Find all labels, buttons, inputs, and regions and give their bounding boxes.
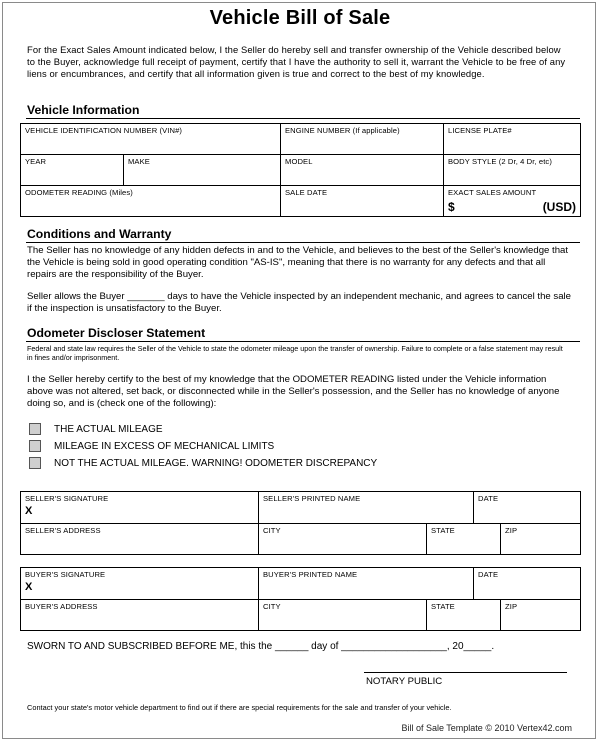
vin-field[interactable]: [21, 124, 281, 155]
section-divider: [26, 242, 580, 243]
seller-table: [20, 491, 581, 555]
dollar-sign: $: [448, 200, 455, 214]
checkbox[interactable]: [29, 440, 41, 452]
year-field[interactable]: [21, 155, 124, 186]
buyer-state-label: STATE: [431, 602, 455, 611]
intro-paragraph: For the Exact Sales Amount indicated below, I the Seller do hereby sell and transfer ownership of the Vehicle described below to the Buyer, acknowledge full receipt of payment, certify that I have the authority to sell it, warrant the Vehicle to be free of any liens or encumbrances, and certify that all information given is true and correct to the best of my knowledge.: [27, 44, 566, 80]
signature-x: X: [25, 581, 33, 593]
buyer-printed-name-label: BUYER'S PRINTED NAME: [263, 570, 358, 579]
conditions-paragraph: The Seller has no knowledge of any hidden defects in and to the Vehicle, and believes to the best of the Seller's knowledge that the Vehicle is being sold in good operating condition "AS-IS", meaning that there is no warranty for any defects and that all repairs are the responsibility of the Buyer.: [27, 245, 569, 281]
seller-printed-name-field[interactable]: [259, 492, 474, 524]
usd-label: (USD): [542, 200, 577, 214]
conditions-heading: Conditions and Warranty: [27, 227, 172, 241]
buyer-state-field[interactable]: [427, 600, 501, 631]
buyer-signature-field[interactable]: [21, 568, 259, 600]
buyer-zip-label: ZIP: [505, 602, 518, 611]
engine-number-field[interactable]: [281, 124, 444, 155]
footer-note: Contact your state's motor vehicle department to find out if there are special requirements for the sale and transfer of your vehicle.: [27, 703, 452, 712]
template-credit: Bill of Sale Template © 2010 Vertex42.com: [401, 723, 572, 733]
option-not-actual-mileage[interactable]: [29, 456, 377, 470]
seller-state-field[interactable]: [427, 524, 501, 555]
sales-amount-label: EXACT SALES AMOUNT: [448, 188, 537, 197]
seller-city-field[interactable]: [259, 524, 427, 555]
seller-address-label: SELLER'S ADDRESS: [25, 526, 101, 535]
sale-date-field[interactable]: [281, 186, 444, 217]
seller-zip-field[interactable]: [501, 524, 581, 555]
seller-city-label: CITY: [263, 526, 281, 535]
section-divider: [26, 341, 580, 342]
inspection-paragraph: Seller allows the Buyer _______ days to have the Vehicle inspected by an independent mechanic, and agrees to cancel the sale if the inspection is unsatisfactory to the Buyer.: [27, 291, 572, 315]
option-label: THE ACTUAL MILEAGE: [54, 423, 163, 435]
notary-signature-line[interactable]: [364, 672, 567, 673]
section-divider: [26, 118, 580, 119]
seller-zip-label: ZIP: [505, 526, 518, 535]
buyer-address-label: BUYER'S ADDRESS: [25, 602, 98, 611]
option-actual-mileage[interactable]: [29, 422, 163, 436]
body-style-label: BODY STYLE (2 Dr, 4 Dr, etc): [448, 157, 552, 166]
vin-label: VEHICLE IDENTIFICATION NUMBER (VIN#): [25, 126, 183, 135]
seller-date-label: DATE: [478, 494, 499, 503]
buyer-table: [20, 567, 581, 631]
odometer-certification: I the Seller hereby certify to the best of my knowledge that the ODOMETER READING listed under the Vehicle information above was not altered, set back, or disconnected while in the Seller's possession, and the Seller has no knowledge of anyone doing so, and is (check one of the following):: [27, 374, 560, 410]
model-label: MODEL: [285, 157, 313, 166]
checkbox[interactable]: [29, 457, 41, 469]
notary-label: NOTARY PUBLIC: [366, 676, 443, 687]
seller-date-field[interactable]: [474, 492, 581, 524]
seller-signature-label: SELLER'S SIGNATURE: [25, 494, 109, 503]
odometer-label: ODOMETER READING (Miles): [25, 188, 133, 197]
model-field[interactable]: [281, 155, 444, 186]
seller-address-field[interactable]: [21, 524, 259, 555]
sworn-statement: SWORN TO AND SUBSCRIBED BEFORE ME, this the ______ day of ___________________, 20_____.: [27, 641, 495, 652]
option-label: NOT THE ACTUAL MILEAGE. WARNING! ODOMETER DISCREPANCY: [54, 457, 378, 469]
seller-printed-name-label: SELLER'S PRINTED NAME: [263, 494, 361, 503]
buyer-date-label: DATE: [478, 570, 499, 579]
buyer-printed-name-field[interactable]: [259, 568, 474, 600]
odometer-law-notice: Federal and state law requires the Seller of the Vehicle to state the odometer mileage upon the transfer of ownership. Failure to complete or a false statement may result in fines and/or imprisonment.: [27, 344, 563, 363]
body-style-field[interactable]: [444, 155, 581, 186]
odometer-heading: Odometer Discloser Statement: [27, 326, 206, 340]
year-label: YEAR: [25, 157, 47, 166]
buyer-signature-label: BUYER'S SIGNATURE: [25, 570, 106, 579]
buyer-address-field[interactable]: [21, 600, 259, 631]
vehicle-info-table: [20, 123, 581, 217]
sales-amount-field[interactable]: [444, 186, 581, 217]
license-plate-label: LICENSE PLATE#: [448, 126, 512, 135]
seller-signature-field[interactable]: [21, 492, 259, 524]
option-excess-mileage[interactable]: [29, 439, 274, 453]
signature-x: X: [25, 505, 33, 517]
odometer-field[interactable]: [21, 186, 281, 217]
sale-date-label: SALE DATE: [285, 188, 328, 197]
seller-state-label: STATE: [431, 526, 455, 535]
buyer-date-field[interactable]: [474, 568, 581, 600]
vehicle-info-heading: Vehicle Information: [27, 103, 140, 117]
checkbox[interactable]: [29, 423, 41, 435]
buyer-city-label: CITY: [263, 602, 281, 611]
option-label: MILEAGE IN EXCESS OF MECHANICAL LIMITS: [54, 440, 275, 452]
make-field[interactable]: [124, 155, 281, 186]
license-plate-field[interactable]: [444, 124, 581, 155]
buyer-city-field[interactable]: [259, 600, 427, 631]
engine-number-label: ENGINE NUMBER (If applicable): [285, 126, 400, 135]
page-title: Vehicle Bill of Sale: [209, 7, 391, 29]
make-label: MAKE: [128, 157, 150, 166]
buyer-zip-field[interactable]: [501, 600, 581, 631]
